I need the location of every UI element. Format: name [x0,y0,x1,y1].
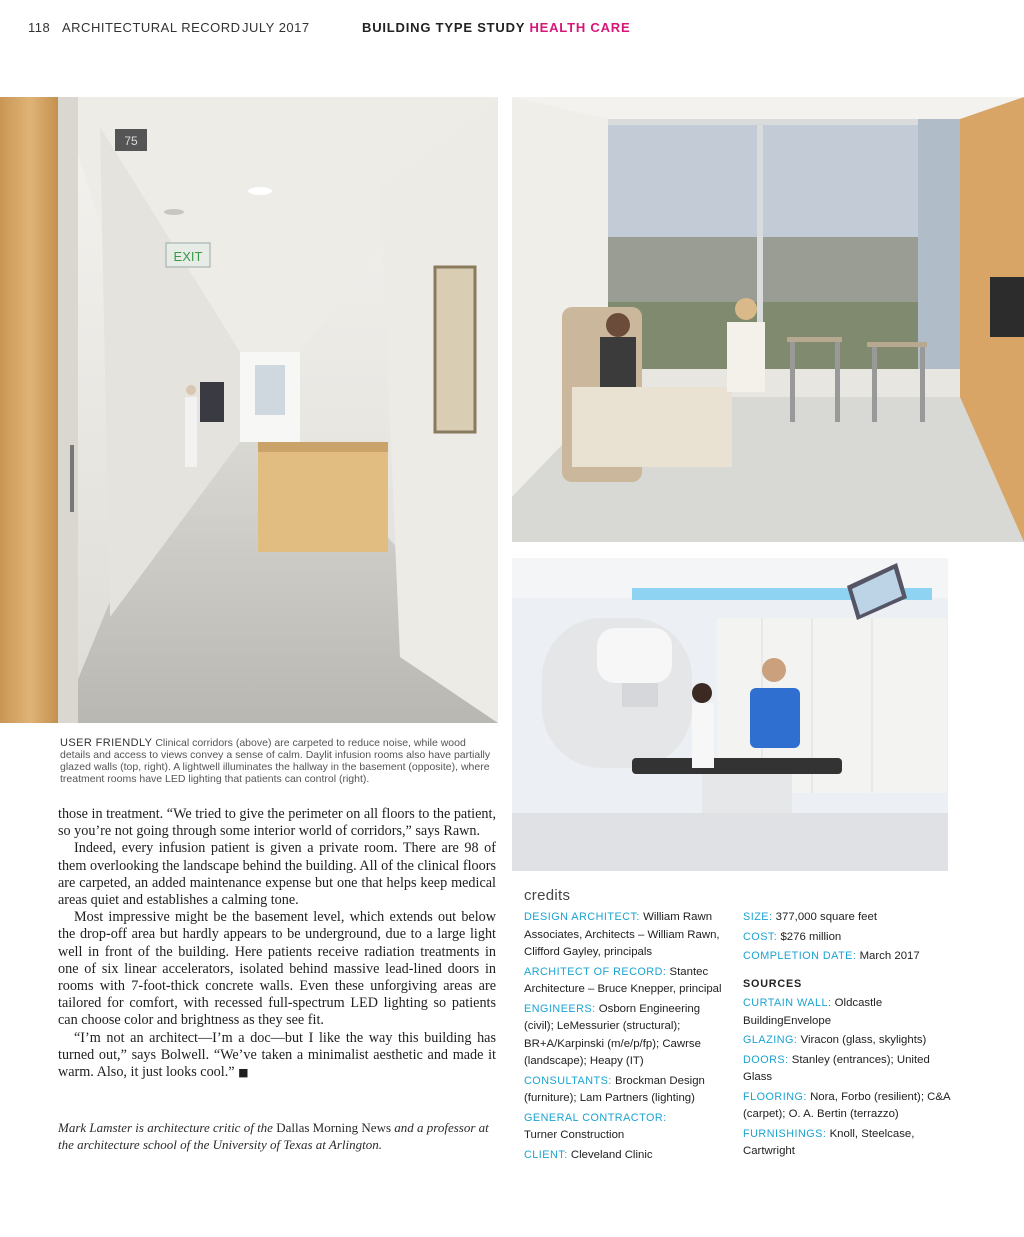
credit-item [524,1073,729,1108]
credit-item [524,909,729,962]
page-header [28,20,996,40]
magazine-name: ARCHITECTURAL RECORD [62,20,241,35]
credit-label: SIZE: [743,911,773,923]
source-item [743,1052,958,1087]
article-paragraph-3: Most impressive might be the basement level, which extends out below the drop-off area but hardly appears to be underground, due to a large light well in front of the building. Here patients receive radiation treatments in one of six linear accelerators, isolated behind massive lead-lined doors in rooms with 7-foot-thick concrete walls. Even these unforgiving areas are tailored for comfort, with recessed full-spectrum LED lighting so patients can choose color and brightness as they see fit. [58,909,496,1029]
page-number: 118 [28,20,51,35]
credit-label: CONSULTANTS: [524,1074,612,1087]
credit-value: Brockman Design (furniture); Lam Partners (lighting) [524,1074,705,1104]
credit-label: CLIENT: [524,1148,568,1161]
credit-item [524,1110,729,1145]
section-title [362,20,630,35]
credit-value: March 2017 [859,950,920,962]
exit-sign: EXIT [173,249,203,264]
credit-label: ENGINEERS: [524,1002,596,1015]
section-accent: HEALTH CARE [529,20,631,35]
source-label: FURNISHINGS: [743,1127,827,1140]
issue-date: JULY 2017 [242,20,310,35]
article-paragraph-2: Indeed, every infusion patient is given a private room. There are 98 of them overlooking the landscape behind the building. All of the clinical floors are carpeted, an added maintenance expense but one that helps keep medical areas quiet and establishes a calming tone. [58,840,496,909]
article-paragraph-4 [58,1030,496,1082]
source-label: GLAZING: [743,1034,798,1046]
section-label: BUILDING TYPE STUDY [362,20,526,35]
credit-value: Cleveland Clinic [570,1148,653,1161]
credit-label: COMPLETION DATE: [743,950,857,962]
byline-part-1: Mark Lamster is architecture critic of the [58,1120,277,1135]
end-mark: ■ [238,1066,249,1080]
credits-left-column [524,909,729,1166]
caption-text: Clinical corridors (above) are carpeted to reduce noise, while wood details and access to views convey a sense of calm. Daylit infusion rooms also have partially glazed walls (top, right). A lightwell illuminates the hallway in the basement (opposite), where treatment rooms have LED lighting that patients can control (right). [60,737,491,785]
source-item [743,1089,958,1124]
source-label: DOORS: [743,1053,789,1066]
credits-right-column [743,909,958,1163]
credit-item [524,964,729,999]
source-label: CURTAIN WALL: [743,997,832,1009]
article-paragraph-4-text: “I’m not an architect—I’m a doc—but I like the way this building has turned out,” says Bolwell. “We’ve taken a minimalist aesthetic and made it warm. Also, it just looks cool.” [58,1029,496,1081]
radiation-room-illustration [512,558,948,871]
source-value: Knoll, Steelcase, Cartwright [743,1127,915,1157]
credit-item [743,948,958,966]
infusion-room-illustration [512,97,1024,542]
byline-publication: Dallas Morning News [276,1120,392,1135]
credit-value: Turner Construction [524,1129,625,1141]
credit-label: DESIGN ARCHITECT: [524,911,640,923]
credit-item [743,929,958,947]
source-value: Viracon (glass, skylights) [800,1034,927,1046]
credit-label: ARCHITECT OF RECORD: [524,965,667,978]
credit-item [524,1001,729,1071]
credits-title: credits [524,887,571,904]
credit-value: Osborn Engineering (civil); LeMessurier (structural); BR+A/Karpinski (m/e/p/fp); Cawrse (landscape); Heapy (IT) [524,1002,701,1067]
infusion-room-photo [512,97,1024,542]
source-label: FLOORING: [743,1090,807,1103]
source-value: Oldcastle BuildingEnvelope [743,997,883,1027]
credit-value: William Rawn Associates, Architects – William Rawn, Clifford Gayley, principals [524,911,720,958]
source-value: Stanley (entrances); United Glass [743,1053,930,1083]
source-value: Nora, Forbo (resilient); C&A (carpet); O. A. Bertin (terrazzo) [743,1090,950,1120]
article-paragraph-1: those in treatment. “We tried to give the perimeter on all floors to the patient, so you’re not going through some interior world of corridors,” says Rawn. [58,806,496,840]
credit-value: 377,000 square feet [775,911,878,923]
room-number-sign: 75 [124,134,138,148]
credit-item [743,909,958,927]
article-body [58,806,496,1081]
radiation-room-photo [512,558,948,871]
photo-caption [60,737,496,785]
credit-item [524,1147,729,1165]
corridor-illustration [0,97,498,723]
source-item [743,995,958,1030]
corridor-photo [0,97,498,723]
author-byline [58,1119,496,1153]
source-item [743,1032,958,1050]
caption-label: USER FRIENDLY [60,737,153,749]
sources-heading: SOURCES [743,977,802,990]
source-item [743,1126,958,1161]
credit-label: COST: [743,930,778,943]
byline-part-2: and a professor at the architecture school of the University of Texas at Arlington. [58,1120,489,1152]
credit-value: Stantec Architecture – Bruce Knepper, principal [524,965,722,995]
credit-label: GENERAL CONTRACTOR: [524,1111,667,1124]
credit-value: $276 million [780,930,842,943]
